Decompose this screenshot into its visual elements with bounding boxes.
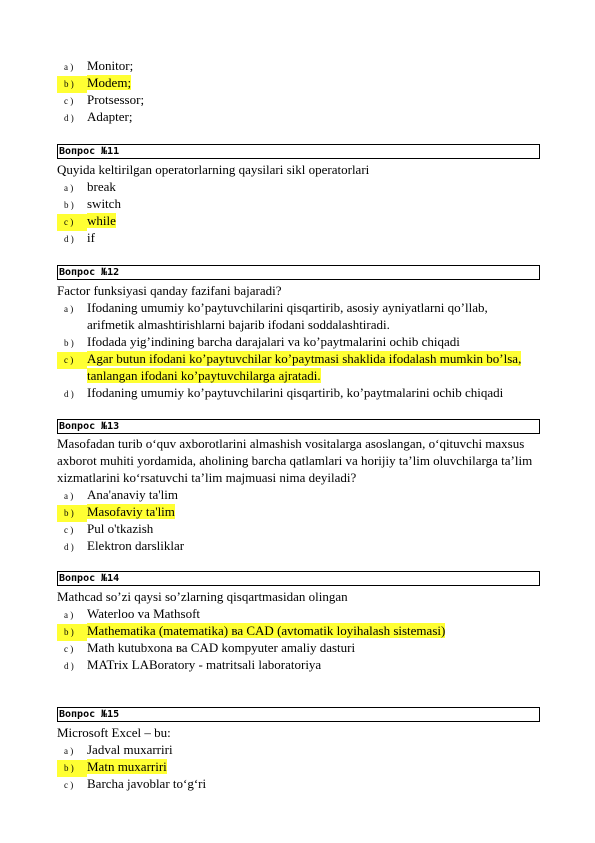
question-text: Quyida keltirilgan operatorlarning qaysilari sikl operatorlari: [57, 162, 370, 177]
question-header: Вопрос №15: [57, 707, 540, 722]
option-b-correct: b ) Mathematika (matematika) ва CAD (avtomatik loyihalash sistemasi): [57, 622, 445, 639]
option-b-correct: b ) Modem;: [57, 74, 131, 91]
option-c: c ) Pul o'tkazish: [64, 521, 154, 536]
option-b-correct: b ) Matn muxarriri: [57, 758, 167, 775]
option-a: a ) Waterloo va Mathsoft: [64, 606, 201, 621]
option-c-correct: c ) while: [57, 212, 116, 229]
option-d: d ) Adapter;: [64, 109, 133, 124]
question-header: Вопрос №13: [57, 419, 540, 434]
question-header: Вопрос №11: [57, 144, 540, 159]
question-text: Masofadan turib o‘quv axborotlarini almashish vositalarga asoslangan, o‘qituvchi maxsus axborot muhiti yordamida, aholining barcha qatlamlari va horijiy ta’lim oluvchilarga ta’lim xizmatlarini ko‘rsatuvchi ta’lim majmuasi nima deyiladi?: [57, 436, 533, 485]
option-a: a ) break: [64, 179, 116, 194]
question-text: Factor funksiyasi qanday fazifani bajaradi?: [57, 283, 282, 298]
option-b-correct: b ) Masofaviy ta'lim: [57, 503, 175, 520]
question-header: Вопрос №14: [57, 571, 540, 586]
option-a: a ) Monitor;: [64, 58, 134, 73]
question-header: Вопрос №12: [57, 265, 540, 280]
option-d: d ) Ifodaning umumiy ko’paytuvchilarini qisqartirib, ko’paytmalarini ochib chiqadi: [64, 385, 504, 400]
option-d: d ) MATrix LABoratory - matritsali laboratoriya: [64, 657, 322, 672]
option-b: b ) switch: [64, 196, 121, 211]
option-d: d ) if: [64, 230, 95, 245]
option-d: d ) Elektron darsliklar: [64, 538, 185, 553]
option-c: c ) Barcha javoblar to‘g‘ri: [64, 776, 207, 791]
option-a: a ) Jadval muxarriri: [64, 742, 173, 757]
option-c-correct: c ) Agar butun ifodani ko’paytuvchilar ko’paytmasi shaklida ifodalash mumkin bo’lsa, tanlangan ifodani ko’paytuvchilarga ajratadi.: [57, 350, 537, 384]
option-c: c ) Protsessor;: [64, 92, 145, 107]
question-text: Mathcad so’zi qaysi so’zlarning qisqartmasidan olingan: [57, 589, 348, 604]
option-c: c ) Math kutubxona ва CAD kompyuter amaliy dasturi: [64, 640, 356, 655]
option-b: b ) Ifodada yig’indining barcha darajalari va ko’paytmalarini ochib chiqadi: [64, 334, 460, 349]
option-a: a ) Ana'anaviy ta'lim: [64, 487, 178, 502]
option-a: a ) Ifodaning umumiy ko’paytuvchilarini qisqartirib, asosiy ayniyatlarni qo’llab, arifmetik almashtirishlarni bajarib ifodani soddalashtiradi.: [64, 300, 488, 332]
question-text: Microsoft Excel – bu:: [57, 725, 171, 740]
